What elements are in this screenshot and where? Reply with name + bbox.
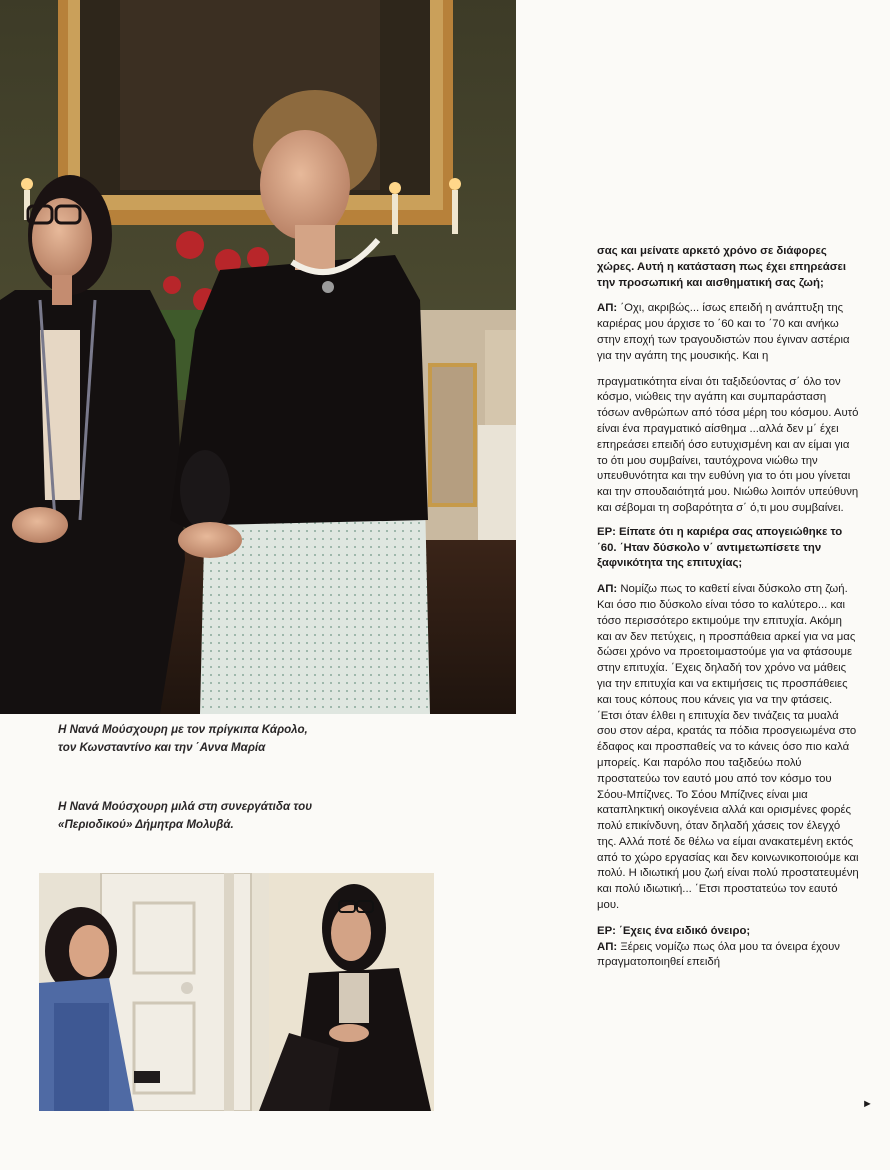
photo-reception: [0, 0, 516, 714]
photo-caption-reception: Η Νανά Μούσχουρη με τον πρίγκιπα Κάρολο, τον Κωνσταντίνο και την ΄Αννα Μαρία: [58, 723, 308, 754]
answer-1-speaker-label: ΑΠ:: [597, 302, 618, 315]
answer-2: [597, 582, 859, 914]
interview-text-column: [597, 244, 859, 971]
answer-3-text: Ξέρεις νομίζω πως όλα μου τα όνειρα έχουν πραγματοποιηθεί επειδή: [597, 940, 840, 969]
answer-1-part-1-text: ΄Οχι, ακριβώς... ίσως επειδή η ανάπτυξη της καριέρας μου άρχισε το ΄60 και το ΄70 και ανήκω στην εποχή των τραγουδιστών που έγιναν αστέρια για την αγάπη της μουσικής. Και η: [597, 302, 850, 362]
continue-arrow-icon: ►: [862, 1098, 873, 1110]
interview-photo-illustration: [39, 873, 434, 1111]
answer-1-part-2: πραγματικότητα είναι ότι ταξιδεύοντας σ΄ όλο τον κόσμο, νιώθεις την αγάπη και συμπαράσταση τόσων ανθρώπων από τόσα μέρη του κόσμου. Αυτό είναι ένα πραγματικό αίσθημα ...αλλά δεν μ΄ έχει επηρεάσει επειδή όσο ευτυχισμένη και αν είμαι για το ότι μου συμβαίνει, ταυτόχρονα νιώθω την υπευθυνότητα και την ευθύνη για το ότι μου γίνεται και την σπουδαιότητά μου. Νιώθω λοιπόν υπεύθυνη και σέβομαι τη σοβαρότητα σ΄ ό,τι μου συμβαίνει.: [597, 375, 859, 514]
answer-2-speaker-label: ΑΠ:: [597, 583, 618, 596]
question-3-text: ΕΡ: ΄Εχεις ένα ειδικό όνειρο;: [597, 924, 751, 937]
answer-2-text: Νομίζω πως το καθετί είναι δύσκολο στη ζωή. Και όσο πιο δύσκολο είναι τόσο το καλύτερο... και τόσο περισσότερο εκτιμούμε την επιτυχία. Ακόμη και αν δεν πετύχεις, η προσπάθεια αρκεί για να μας δώσει χρόνο να προετοιμαστούμε για να φτάσουμε στην επιτυχία. ΄Εχεις δηλαδή τον χρόνο να μάθεις για την επιτυχία και να εκτιμήσεις τις προσπάθειες και τους κόπους που κάνεις για να την φτάσεις. ΄Ετσι όταν έλθει η επιτυχία δεν τινάζεις τα μυαλά σου στον αέρα, κρατάς τα πόδια προσγειωμένα στο έδαφος και προσπαθείς να το κάνεις όσο πιο καλά μπορείς. Και παρόλο που ταξιδεύω πολύ προστατεύω τον εαυτό μου από τον κόσμο του Σόου-Μπίζινες. Το Σόου Μπίζινες είναι μια καταπληκτική οικογένεια αλλά και ορισμένες φορές πολύ επικίνδυνη, όταν δηλαδή χάσεις τον έλεγχό της. Αλλά ποτέ δε θέλω να είμαι ανακατεμένη εκτός από το χώρο εργασίας και δεν κοινωνικοποιούμε και πολύ. Η ιδιωτική μου ζωή είναι πολύ προστατευμένη και πολύ ιδιωτική... ΄Ετσι προστατεύω τον εαυτό μου.: [597, 583, 859, 912]
photo-caption-interview: Η Νανά Μούσχουρη μιλά στη συνεργάτιδα του «Περιοδικού» Δήμητρα Μολυβά.: [58, 800, 313, 831]
answer-1-part-1: [597, 301, 859, 364]
question-1-text: σας και μείνατε αρκετό χρόνο σε διάφορες χώρες. Αυτή η κατάσταση πως έχει επηρεάσει την προσωπική και αισθηματική σας ζωή;: [597, 245, 847, 289]
answer-3-speaker-label: ΑΠ:: [597, 940, 618, 953]
question-2-text: ΕΡ: Είπατε ότι η καριέρα σας απογειώθηκε το ΄60. ΄Ηταν δύσκολο ν΄ αντιμετωπίσετε την ξαφνικότητα της επιτυχίας;: [597, 525, 843, 570]
answer-3: [597, 940, 859, 972]
photo-interview: [39, 873, 434, 1111]
reception-photo-illustration: [0, 0, 516, 714]
